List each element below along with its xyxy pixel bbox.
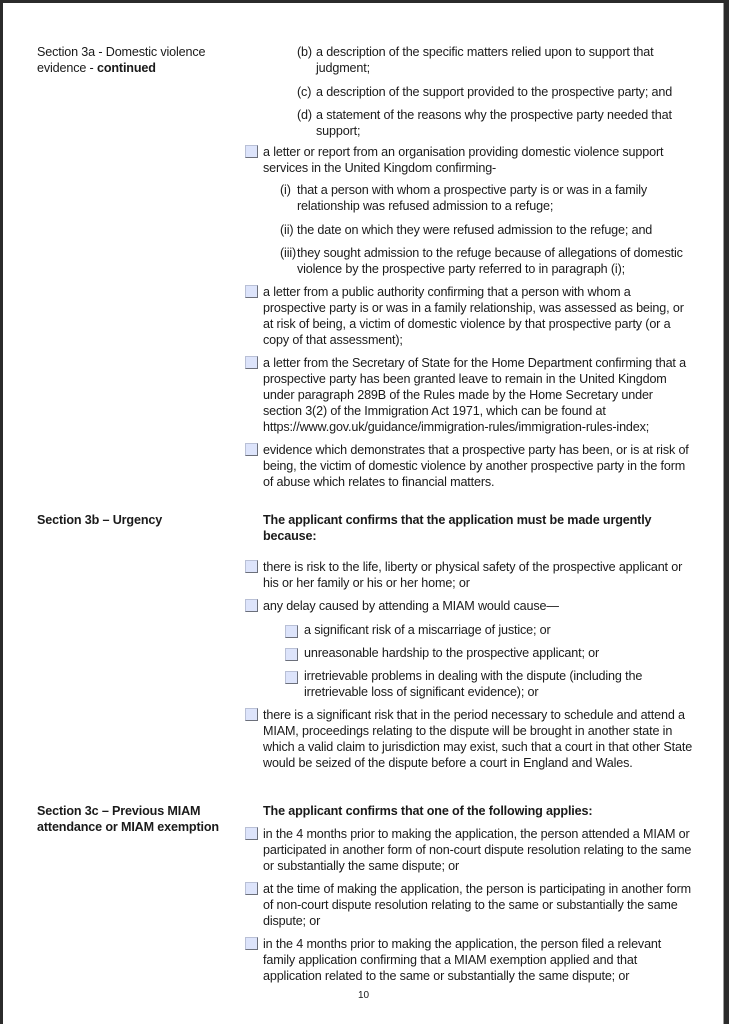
home-office-letter-text: a letter from the Secretary of State for the Home Department confirming that a prospective party has been granted leave to remain in the United Kingdom under paragraph 289B of the Rules made by the Home Secretary under section 3(2) of the Immigration Act 1971, which can be found at https://www.gov.uk/guidance/immigration-rules/immigration-rules-index; (263, 356, 686, 434)
list-item-d (297, 107, 697, 139)
list-marker: (c) (297, 85, 312, 99)
sub-item-iii (280, 245, 700, 277)
sub-item-i (280, 182, 700, 214)
checkbox-irretrievable-problems[interactable] (285, 671, 298, 684)
checkbox-previous-miam-attended[interactable] (245, 827, 258, 840)
section-3b-heading: The applicant confirms that the application must be made urgently because: (263, 513, 652, 543)
section-3a-label-continued: continued (96, 61, 156, 75)
checkbox-dv-support-letter[interactable] (245, 145, 258, 158)
document-page (3, 3, 723, 1024)
list-item-text: a description of the specific matters relied upon to support that judgment; (316, 45, 654, 75)
sub-item-ii (280, 222, 700, 238)
checkbox-financial-abuse-evidence[interactable] (245, 443, 258, 456)
list-item-b (297, 44, 697, 76)
list-item-text: a statement of the reasons why the prospective party needed that support; (316, 108, 672, 138)
delay-harm-text: any delay caused by attending a MIAM would cause— (263, 599, 559, 613)
list-marker: (d) (297, 108, 312, 122)
list-item-text: that a person with whom a prospective party is or was in a family relationship was refused admission to a refuge; (297, 183, 648, 213)
section-3a-label (37, 44, 237, 76)
previous-miam-attended-text: in the 4 months prior to making the application, the person attended a MIAM or participated in another form of non-court dispute resolution relating to the same or substantially the same dispute; or (263, 827, 692, 873)
checkbox-risk-to-life[interactable] (245, 560, 258, 573)
section-3a-label-prefix: Section 3a - Domestic violence evidence - (37, 45, 206, 75)
participating-ndr-text: at the time of making the application, the person is participating in another form of non-court dispute resolution relating to the same or substantially the same dispute; or (263, 882, 692, 928)
miscarriage-of-justice-text: a significant risk of a miscarriage of justice; or (304, 623, 551, 637)
dv-support-letter-text: a letter or report from an organisation providing domestic violence support services in the United Kingdom confirming- (263, 145, 664, 175)
public-authority-letter-text: a letter from a public authority confirming that a person with whom a prospective party is or was in a family relationship, was assessed as being, or at risk of being, a victim of domestic violence by that prospective party (or a copy of that assessment); (263, 285, 684, 347)
checkbox-jurisdiction-risk[interactable] (245, 708, 258, 721)
financial-abuse-evidence-text: evidence which demonstrates that a prospective party has been, or is at risk of being, the victim of domestic violence by another prospective party in the form of abuse which relates to financial matters. (263, 443, 689, 489)
irretrievable-problems-text: irretrievable problems in dealing with the dispute (including the irretrievable loss of significant evidence); or (304, 669, 643, 699)
checkbox-delay-harm[interactable] (245, 599, 258, 612)
checkbox-miscarriage-of-justice[interactable] (285, 625, 298, 638)
list-item-text: they sought admission to the refuge because of allegations of domestic violence by the prospective party referred to in paragraph (i); (297, 246, 683, 276)
section-3c-heading: The applicant confirms that one of the following applies: (263, 804, 593, 818)
section-3b-label: Section 3b – Urgency (37, 513, 163, 527)
unreasonable-hardship-text: unreasonable hardship to the prospective applicant; or (304, 646, 600, 660)
list-item-text: a description of the support provided to the prospective party; and (316, 85, 673, 99)
checkbox-previous-exemption-filed[interactable] (245, 937, 258, 950)
section-3c-label: Section 3c – Previous MIAM attendance or MIAM exemption (37, 804, 219, 834)
checkbox-unreasonable-hardship[interactable] (285, 648, 298, 661)
list-marker: (b) (297, 45, 312, 59)
previous-exemption-filed-text: in the 4 months prior to making the application, the person filed a relevant family application confirming that a MIAM exemption applied and that application related to the same or substantially the same dispute; or (263, 937, 662, 983)
checkbox-participating-ndr[interactable] (245, 882, 258, 895)
list-item-text: the date on which they were refused admission to the refuge; and (297, 223, 653, 237)
list-marker: (iii) (280, 246, 297, 260)
list-item-c (297, 84, 697, 100)
risk-to-life-text: there is risk to the life, liberty or physical safety of the prospective applicant or his or her family or his or her home; or (263, 560, 683, 590)
list-marker: (i) (280, 183, 291, 197)
checkbox-public-authority-letter[interactable] (245, 285, 258, 298)
checkbox-home-office-letter[interactable] (245, 356, 258, 369)
list-marker: (ii) (280, 223, 294, 237)
jurisdiction-risk-text: there is a significant risk that in the period necessary to schedule and attend a MIAM, proceedings relating to the dispute will be brought in another state in which a valid claim to jurisdiction may exist, such that a court in that other State would be seized of the dispute before a court in England and Wales. (263, 708, 693, 770)
page-number: 10 (358, 990, 370, 1001)
